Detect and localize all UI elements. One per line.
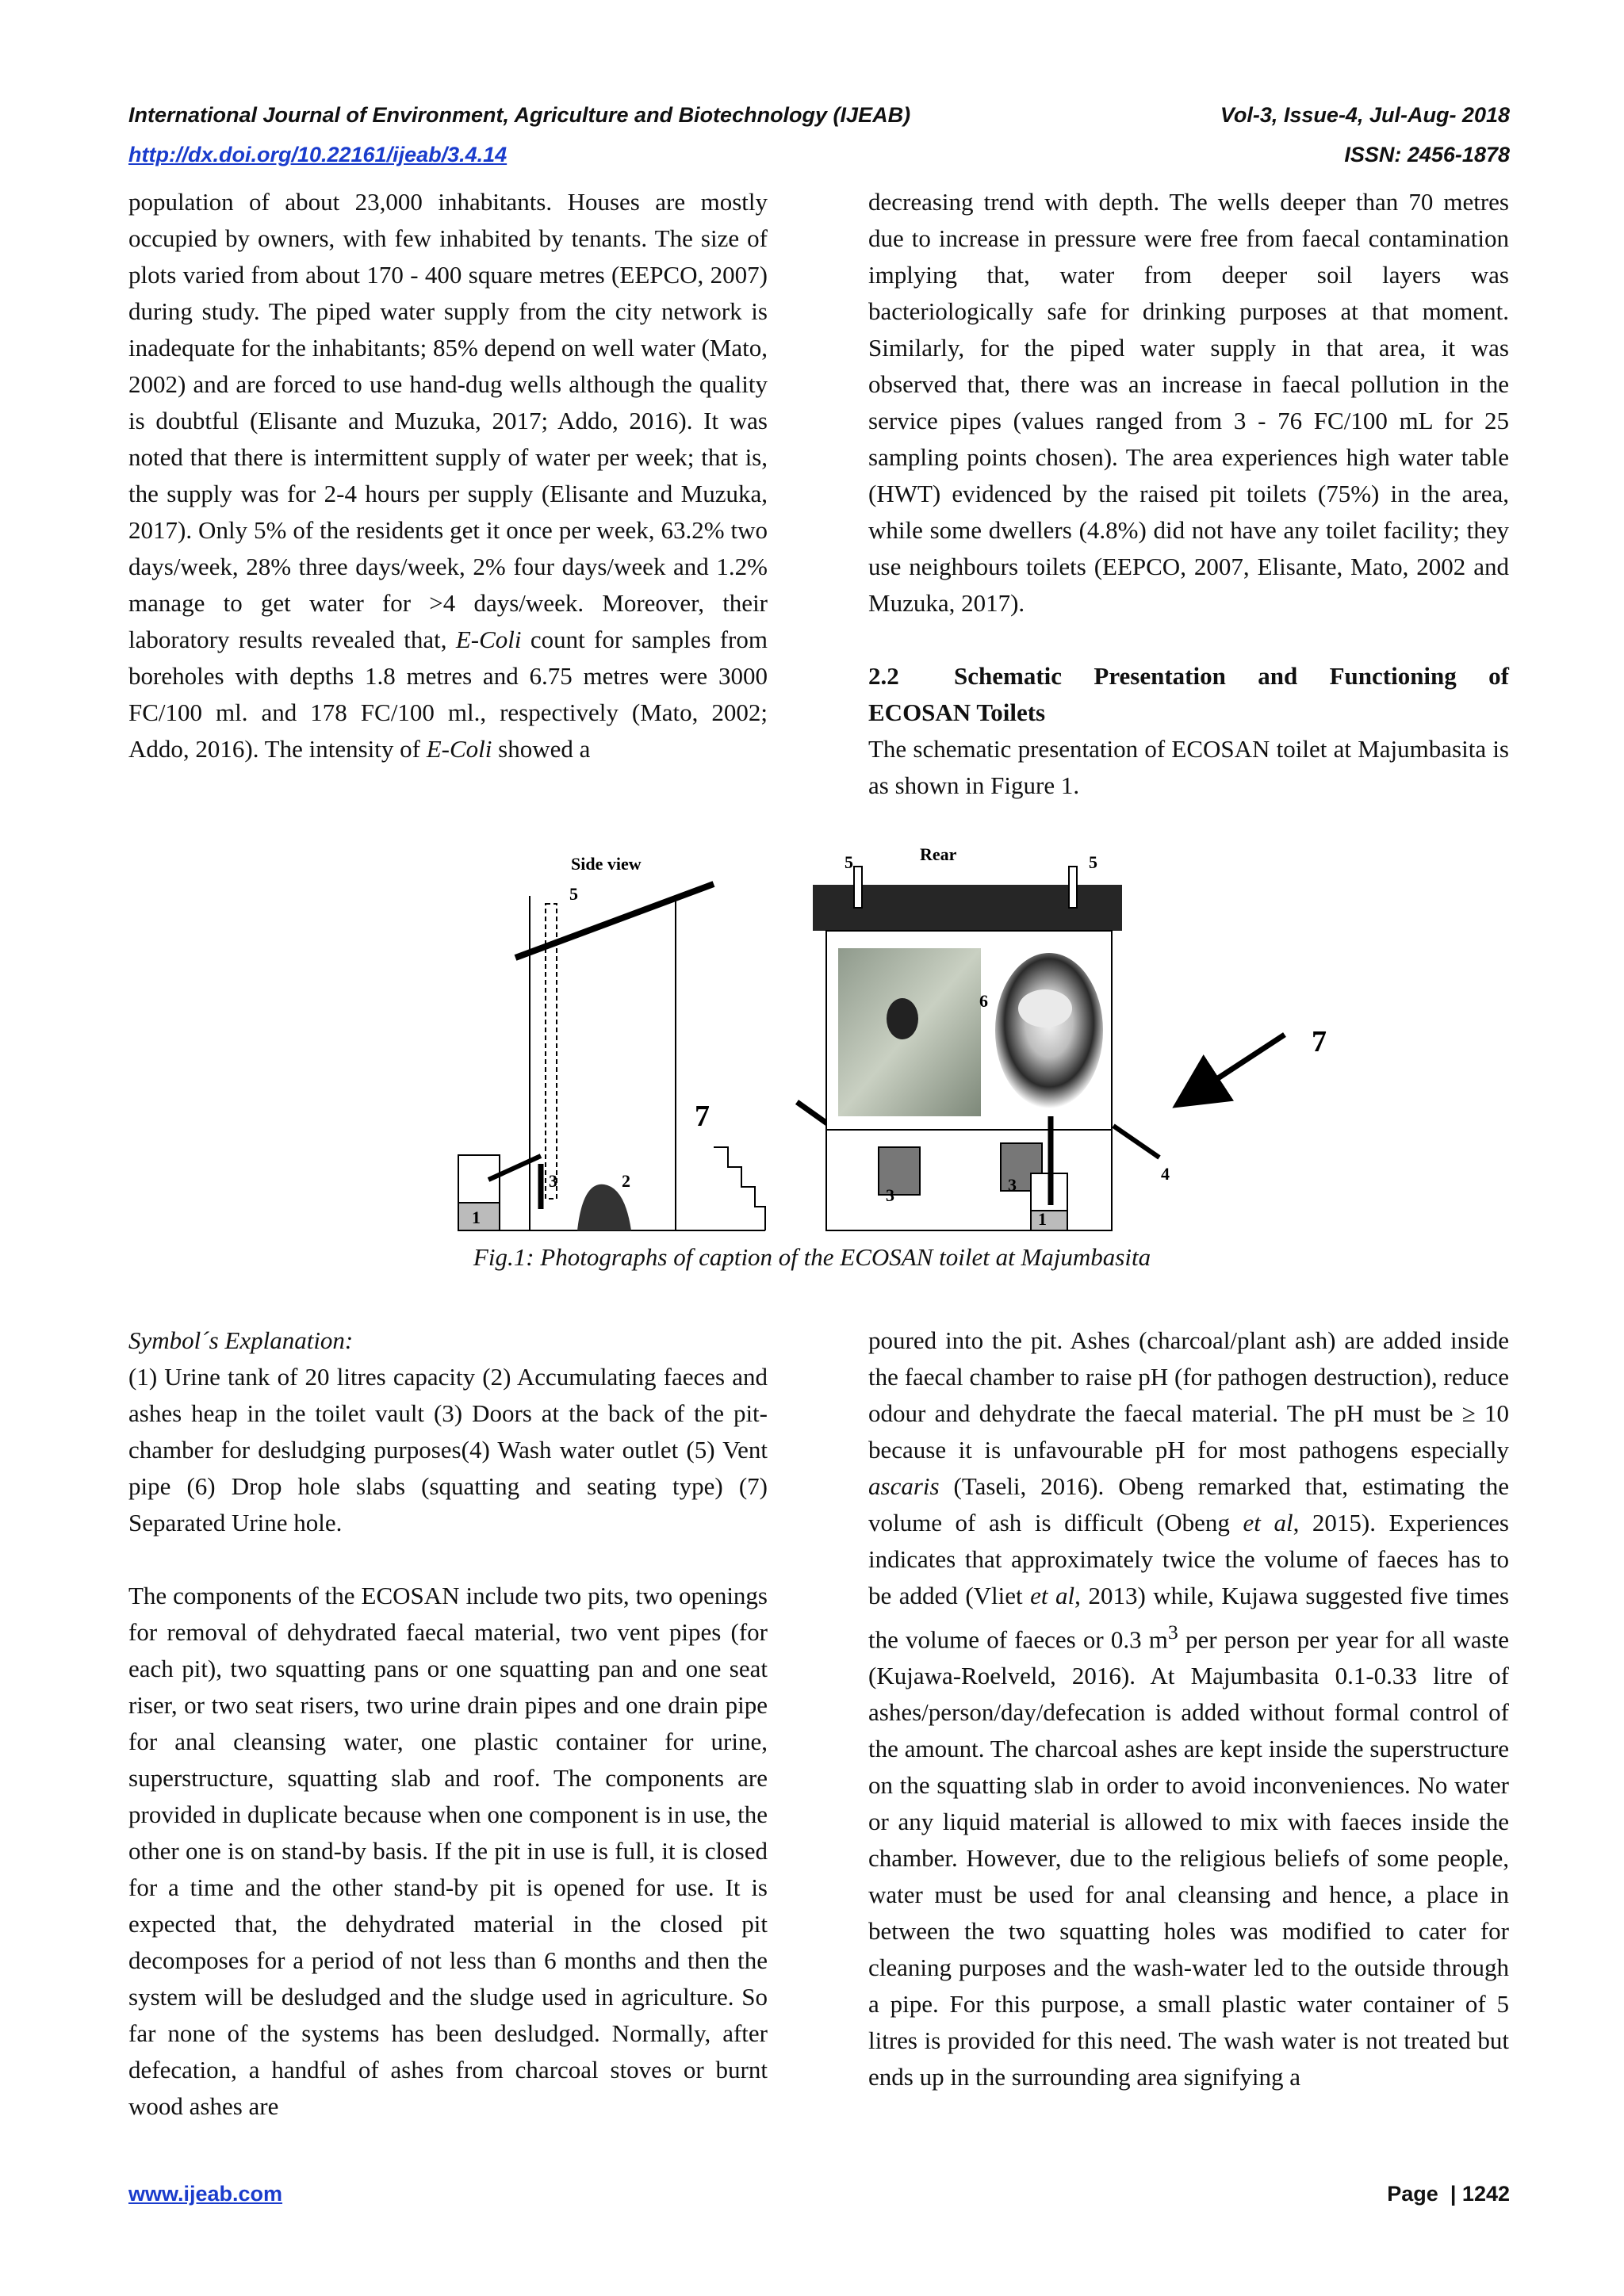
journal-title: International Journal of Environment, Agriculture and Biotechnology (IJEAB) [128,103,911,127]
symbol-heading: Symbol´s Explanation: [128,1326,354,1354]
website-link[interactable]: www.ijeab.com [128,2182,283,2206]
left-column-bottom [128,1322,768,2125]
figure-caption: Fig.1: Photographs of caption of the ECOSAN toilet at Majumbasita [473,1243,1151,1271]
label-5: 5 [1089,852,1097,872]
right-column-bottom [868,1322,1509,2095]
side-view-label: Side view [571,854,642,874]
label-5: 5 [845,852,853,872]
label-3: 3 [1008,1175,1017,1195]
label-1: 1 [1038,1209,1047,1229]
label-3: 3 [549,1171,557,1191]
paragraph: population of about 23,000 inhabitants. Houses are mostly occupied by owners, with few inhabited by tenants. The size of plots varied from about 170 - 400 square metres (EEPCO, 2007) during study. The piped water supply from the city network is inadequate for the inhabitants; 85% depend on well water (Mato, 2002) and are forced to use hand-dug wells although the quality is doubtful (Elisante and Muzuka, 2017; Addo, 2016). It was noted that there is intermittent supply of water per week; that is, the supply was for 2-4 hours per supply (Elisante and Muzuka, 2017). Only 5% of the residents get it once per week, 63.2% two days/week, 28% three days/week, 2% four days/week and 1.2% manage to get water for >4 days/week. Moreover, their laboratory results revealed that, E-Coli count for samples from boreholes with depths 1.8 metres and 6.75 metres were 3000 FC/100 ml. and 178 FC/100 ml., respectively (Mato, 2002; Addo, 2016). The intensity of E-Coli showed a [128,188,768,763]
paragraph: The schematic presentation of ECOSAN toilet at Majumbasita is as shown in Figure 1. [868,735,1509,799]
rear-view-drawing [813,867,1285,1230]
label-4: 4 [1161,1164,1170,1184]
page-number: Page | 1242 [1387,2182,1510,2206]
section-heading: 2.2 Schematic Presentation and Functioning of ECOSAN Toilets [868,662,1509,726]
label-7: 7 [1312,1025,1327,1058]
paragraph: The components of the ECOSAN include two pits, two openings for removal of dehydrated faecal material, two vent pipes (for each pit), two squatting pans or one squatting pan and one seat riser, or two seat risers, two urine drain pipes and one drain pipe for anal cleansing water, one plastic container for urine, superstructure, squatting slab and roof. The components are provided in duplicate because when one component is in use, the other one is on stand-by basis. If the pit in use is full, it is closed for a time and the other stand-by pit is opened for use. It is expected that, the dehydrated material in the closed pit decomposes for a period of not less than 6 months and then the system will be desludged and the sludge used in agriculture. So far none of the systems has been desludged. Normally, after defecation, a handful of ashes from charcoal stoves or burnt wood ashes are [128,1582,768,2120]
rear-label: Rear [920,844,957,864]
label-2: 2 [622,1171,630,1191]
label-3: 3 [886,1185,894,1205]
label-1: 1 [472,1207,481,1227]
volume-issue: Vol-3, Issue-4, Jul-Aug- 2018 [1220,103,1510,127]
paragraph: decreasing trend with depth. The wells deeper than 70 metres due to increase in pressure were free from faecal contamination implying that, water from deeper soil layers was bacteriologically safe for drinking purposes at that moment. Similarly, for the piped water supply in that area, it was observed that, there was an increase in faecal pollution in the service pipes (values ranged from 3 - 76 FC/100 mL for 25 sampling points chosen). The area experiences high water table (HWT) evidenced by the raised pit toilets (75%) in the area, while some dwellers (4.8%) did not have any toilet facility; they use neighbours toilets (EEPCO, 2007, Elisante, Mato, 2002 and Muzuka, 2017). [868,188,1509,617]
label-7: 7 [695,1100,710,1133]
label-6: 6 [979,991,988,1011]
issn: ISSN: 2456-1878 [1344,143,1510,166]
paragraph: poured into the pit. Ashes (charcoal/plant ash) are added inside the faecal chamber to raise pH (for pathogen destruction), reduce odour and dehydrate the faecal material. The pH must be ≥ 10 because it is unfavourable pH for most pathogens especially ascaris (Taseli, 2016). Obeng remarked that, estimating the volume of ash is difficult (Obeng et al, 2015). Experiences indicates that approximately twice the volume of faeces has to be added (Vliet et al, 2013) while, Kujawa suggested five times the volume of faeces or 0.3 $m^3$ per person per year for all waste (Kujawa-Roelveld, 2016). At Majumbasita 0.1-0.33 litre of ashes/person/day/defecation is added without formal control of the amount. The charcoal ashes are kept inside the superstructure on the squatting slab in order to avoid inconveniences. No water or any liquid material is allowed to mix with faeces inside the chamber. However, due to the religious beliefs of some people, water must be used for anal cleansing and hence, a place in between the two squatting holes was modified to cater for cleaning purposes and the wash-water led to the outside through a pipe. For this purpose, a small plastic water container of 5 litres is provided for this need. The wash water is not treated but ends up in the surrounding area signifying a [868,1326,1510,2091]
symbol-explanation: (1) Urine tank of 20 litres capacity (2) Accumulating faeces and ashes heap in the toilet vault (3) Doors at the back of the pit-chamber for desludging purposes(4) Wash water outlet (5) Vent pipe (6) Drop hole slabs (squatting and seating type) (7) Separated Urine hole. [128,1363,768,1536]
doi-link[interactable]: http://dx.doi.org/10.22161/ijeab/3.4.14 [128,143,508,166]
label-5: 5 [569,884,578,904]
